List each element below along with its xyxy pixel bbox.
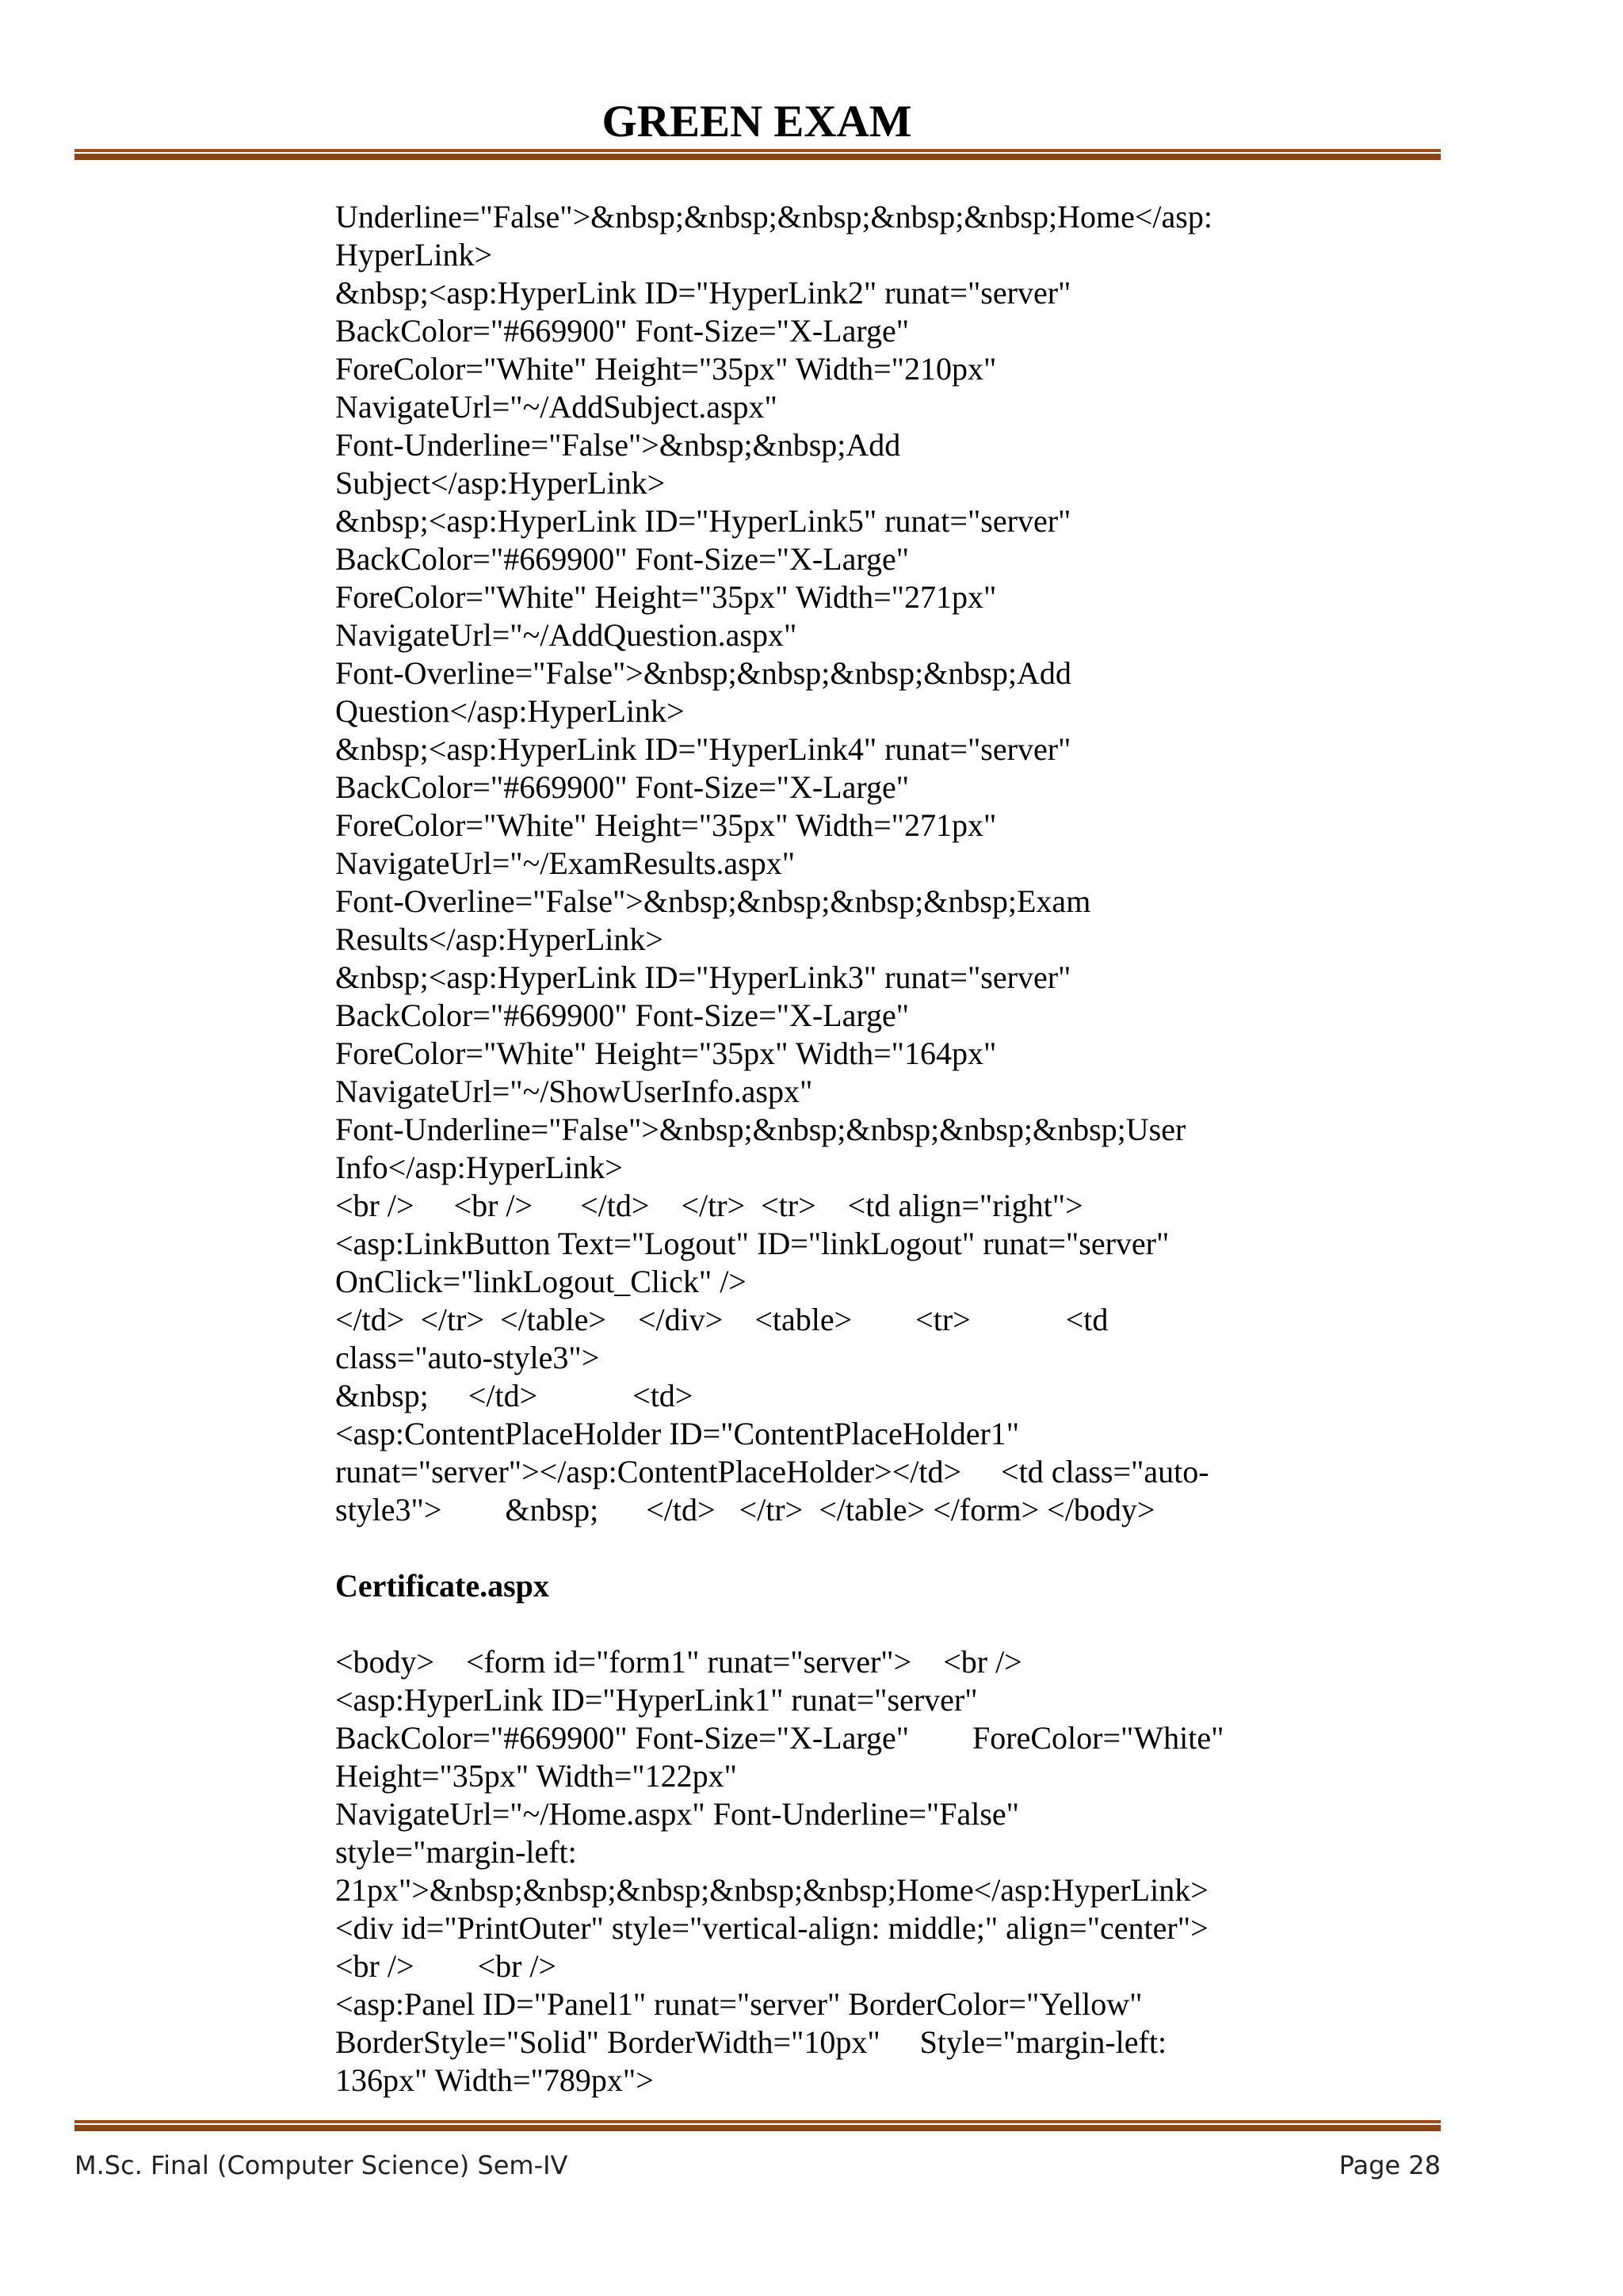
code-line: &nbsp;<asp:HyperLink ID="HyperLink2" runat="server"	[335, 275, 1071, 311]
paragraph-gap	[335, 1605, 1334, 1643]
code-line: Font-Overline="False">&nbsp;&nbsp;&nbsp;&nbsp;Add	[335, 655, 1071, 691]
header-divider	[74, 149, 1441, 161]
code-line: BackColor="#669900" Font-Size="X-Large"	[335, 541, 910, 577]
code-listing	[335, 198, 1334, 2100]
code-line: </td> </tr> </table> </div> <table> <tr> <td	[335, 1302, 1109, 1337]
code-line: 136px" Width="789px">	[335, 2062, 654, 2098]
code-line: ForeColor="White" Height="35px" Width="271px"	[335, 807, 997, 843]
header-divider-thick	[74, 154, 1441, 160]
code-line: BackColor="#669900" Font-Size="X-Large"	[335, 769, 910, 805]
code-line: <asp:ContentPlaceHolder ID="ContentPlaceHolder1"	[335, 1416, 1020, 1451]
code-line: NavigateUrl="~/ExamResults.aspx"	[335, 845, 796, 881]
code-line: NavigateUrl="~/AddQuestion.aspx"	[335, 617, 797, 653]
code-line: Underline="False">&nbsp;&nbsp;&nbsp;&nbsp;&nbsp;Home</asp:	[335, 199, 1212, 235]
code-line: runat="server"></asp:ContentPlaceHolder></td> <td class="auto-	[335, 1454, 1209, 1489]
code-line: HyperLink>	[335, 237, 493, 273]
code-line: Question</asp:HyperLink>	[335, 693, 685, 729]
code-line: &nbsp;<asp:HyperLink ID="HyperLink3" runat="server"	[335, 959, 1071, 995]
code-line: ForeColor="White" Height="35px" Width="271px"	[335, 579, 997, 615]
code-line: BackColor="#669900" Font-Size="X-Large"	[335, 313, 910, 349]
footer-divider-thick	[74, 2125, 1441, 2131]
code-line: NavigateUrl="~/AddSubject.aspx"	[335, 389, 777, 425]
footer-divider	[74, 2120, 1441, 2132]
code-line: BackColor="#669900" Font-Size="X-Large" ForeColor="White"	[335, 1720, 1224, 1756]
footer-course: M.Sc. Final (Computer Science) Sem-IV	[74, 2150, 568, 2180]
code-line: Font-Underline="False">&nbsp;&nbsp;Add	[335, 427, 901, 463]
code-line: <asp:Panel ID="Panel1" runat="server" BorderColor="Yellow"	[335, 1986, 1143, 2022]
paragraph-gap	[335, 1529, 1334, 1567]
code-line: <br /> <br /> </td> </tr> <tr> <td align="right">	[335, 1188, 1083, 1223]
code-line: &nbsp;<asp:HyperLink ID="HyperLink5" runat="server"	[335, 503, 1071, 539]
code-block-1	[335, 198, 1334, 1529]
header-divider-thin	[74, 149, 1441, 152]
code-line: Height="35px" Width="122px"	[335, 1758, 737, 1794]
code-block-2	[335, 1643, 1334, 2100]
code-line: <br /> <br />	[335, 1948, 557, 1984]
code-line: Subject</asp:HyperLink>	[335, 465, 666, 501]
code-line: &nbsp;<asp:HyperLink ID="HyperLink4" runat="server"	[335, 731, 1071, 767]
section-heading: Certificate.aspx	[335, 1568, 549, 1604]
code-line: Font-Underline="False">&nbsp;&nbsp;&nbsp;&nbsp;&nbsp;User	[335, 1112, 1186, 1147]
code-line: OnClick="linkLogout_Click" />	[335, 1264, 747, 1299]
code-line: <body> <form id="form1" runat="server"> <br />	[335, 1644, 1022, 1680]
code-line: <asp:LinkButton Text="Logout" ID="linkLogout" runat="server"	[335, 1226, 1170, 1261]
code-line: class="auto-style3">	[335, 1340, 600, 1375]
code-line: BorderStyle="Solid" BorderWidth="10px" Style="margin-left:	[335, 2024, 1167, 2060]
code-line: Info</asp:HyperLink>	[335, 1150, 623, 1185]
code-line: ForeColor="White" Height="35px" Width="164px"	[335, 1035, 997, 1071]
code-line: ForeColor="White" Height="35px" Width="210px"	[335, 351, 997, 387]
code-line: Results</asp:HyperLink>	[335, 921, 663, 957]
page-title: GREEN EXAM	[601, 97, 912, 147]
code-line: style="margin-left:	[335, 1834, 577, 1870]
code-line: <div id="PrintOuter" style="vertical-align: middle;" align="center">	[335, 1910, 1209, 1946]
code-line: 21px">&nbsp;&nbsp;&nbsp;&nbsp;&nbsp;Home</asp:HyperLink>	[335, 1872, 1209, 1908]
footer-divider-thin	[74, 2120, 1441, 2123]
code-line: NavigateUrl="~/Home.aspx" Font-Underline="False"	[335, 1796, 1020, 1832]
code-line: &nbsp; </td> <td>	[335, 1378, 693, 1413]
code-line: Font-Overline="False">&nbsp;&nbsp;&nbsp;&nbsp;Exam	[335, 883, 1091, 919]
code-line: style3"> &nbsp; </td> </tr> </table> </form> </body>	[335, 1492, 1155, 1527]
code-line: <asp:HyperLink ID="HyperLink1" runat="server"	[335, 1682, 978, 1718]
code-line: NavigateUrl="~/ShowUserInfo.aspx"	[335, 1074, 813, 1109]
code-line: BackColor="#669900" Font-Size="X-Large"	[335, 997, 910, 1033]
footer-page-number: Page 28	[1338, 2150, 1441, 2180]
